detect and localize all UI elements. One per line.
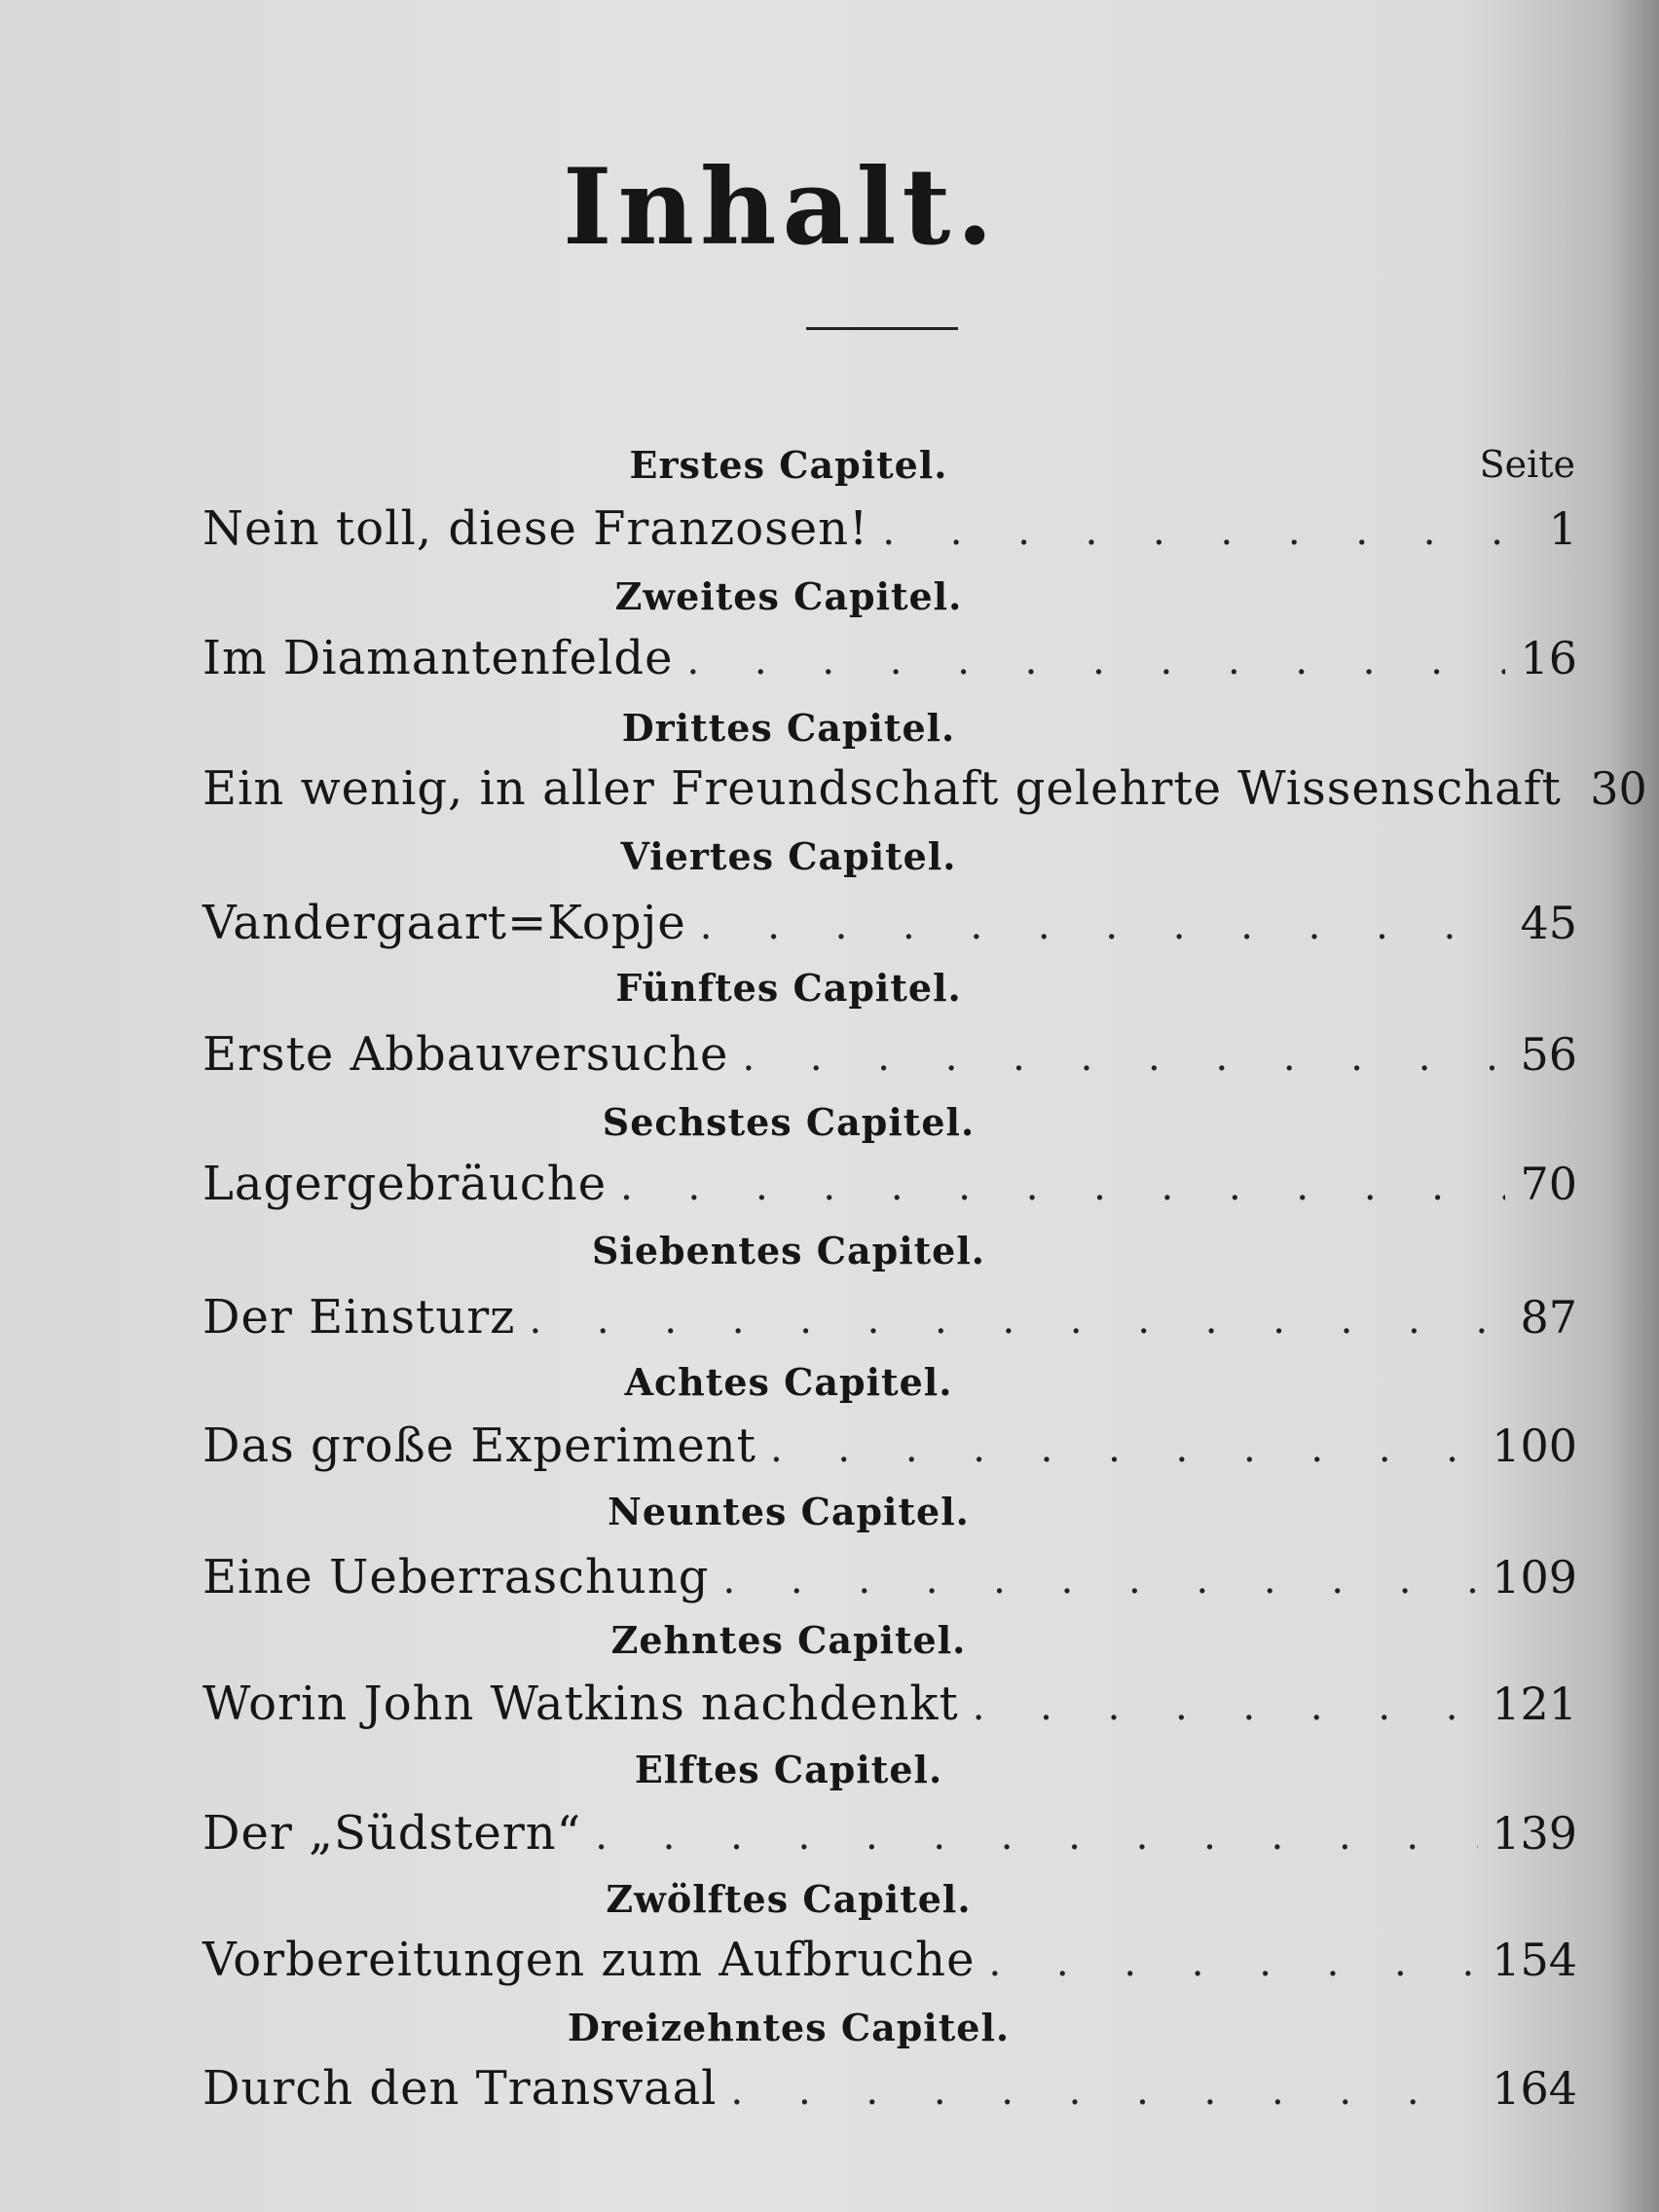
page-number: 154 [1492, 1934, 1577, 1986]
page-number: 100 [1492, 1419, 1577, 1472]
toc-entry [203, 896, 1577, 950]
chapter-heading: Siebentes Capitel. [591, 1229, 986, 1272]
toc-entry [203, 631, 1577, 685]
chapter-title: Vandergaart=Kopje [203, 896, 686, 950]
dot-leader [722, 1558, 1478, 1603]
dot-leader [687, 639, 1506, 683]
chapter-heading: Zwölftes Capitel. [606, 1877, 972, 1921]
page-number: 139 [1492, 1807, 1577, 1860]
page-number: 109 [1492, 1551, 1577, 1604]
dot-leader [731, 2069, 1479, 2114]
chapter-title: Eine Ueberraschung [203, 1550, 710, 1604]
toc-entry [203, 2061, 1577, 2116]
toc-entry [203, 761, 1647, 816]
toc-entry [203, 1027, 1577, 1082]
chapter-heading: Zehntes Capitel. [610, 1618, 967, 1662]
chapter-title: Ein wenig, in aller Freundschaft gelehrte Wissenschaft [203, 761, 1562, 816]
page-number: 121 [1492, 1677, 1577, 1730]
toc-entry [203, 1550, 1577, 1604]
page-title: Inhalt. [562, 146, 1000, 269]
page-number: 16 [1520, 632, 1577, 684]
chapter-title: Erste Abbauversuche [203, 1027, 729, 1082]
dot-leader [595, 1814, 1478, 1859]
page-number: 30 [1590, 762, 1647, 815]
page-number: 56 [1520, 1028, 1577, 1081]
chapter-title: Der Einsturz [203, 1290, 516, 1345]
page-number: 70 [1520, 1158, 1577, 1210]
dot-leader [529, 1298, 1505, 1343]
chapter-title: Durch den Transvaal [203, 2061, 718, 2116]
chapter-heading: Sechstes Capitel. [602, 1100, 976, 1144]
chapter-heading: Neuntes Capitel. [608, 1490, 970, 1533]
page-column-label: Seite [1479, 443, 1575, 486]
dot-leader [620, 1164, 1505, 1209]
dot-leader [700, 903, 1505, 948]
chapter-title: Der „Südstern“ [203, 1806, 582, 1861]
title-rule [806, 327, 958, 330]
chapter-heading: Erstes Capitel. [629, 443, 948, 487]
chapter-heading: Zweites Capitel. [614, 574, 963, 618]
chapter-title: Worin John Watkins nachdenkt [203, 1677, 959, 1731]
page-number: 164 [1492, 2062, 1577, 2115]
chapter-heading: Fünftes Capitel. [615, 966, 962, 1010]
toc-entry [203, 501, 1577, 556]
chapter-title: Vorbereitungen zum Aufbruche [203, 1933, 976, 1987]
page-number: 1 [1548, 502, 1577, 555]
chapter-heading: Elftes Capitel. [634, 1748, 943, 1791]
chapter-title: Im Diamantenfelde [203, 631, 674, 685]
page-number: 87 [1520, 1291, 1577, 1344]
chapter-title: Das große Experiment [203, 1419, 756, 1473]
dot-leader [882, 509, 1505, 554]
chapter-title: Lagergebräuche [203, 1157, 608, 1211]
toc-entry [203, 1290, 1577, 1345]
page-number: 45 [1520, 897, 1577, 949]
toc-entry [203, 1677, 1577, 1731]
toc-entry [203, 1157, 1577, 1211]
chapter-title: Nein toll, diese Franzosen! [203, 501, 869, 556]
chapter-heading: Achtes Capitel. [624, 1360, 953, 1404]
chapter-heading: Dreizehntes Capitel. [567, 2006, 1011, 2049]
dot-leader [770, 1426, 1478, 1471]
toc-entry [203, 1806, 1577, 1861]
toc-entry [203, 1933, 1577, 1987]
chapter-heading: Viertes Capitel. [620, 834, 957, 878]
dot-leader [742, 1035, 1505, 1080]
dot-leader [988, 1940, 1478, 1985]
dot-leader [973, 1684, 1478, 1729]
toc-entry [203, 1419, 1577, 1473]
chapter-heading: Drittes Capitel. [621, 706, 956, 750]
